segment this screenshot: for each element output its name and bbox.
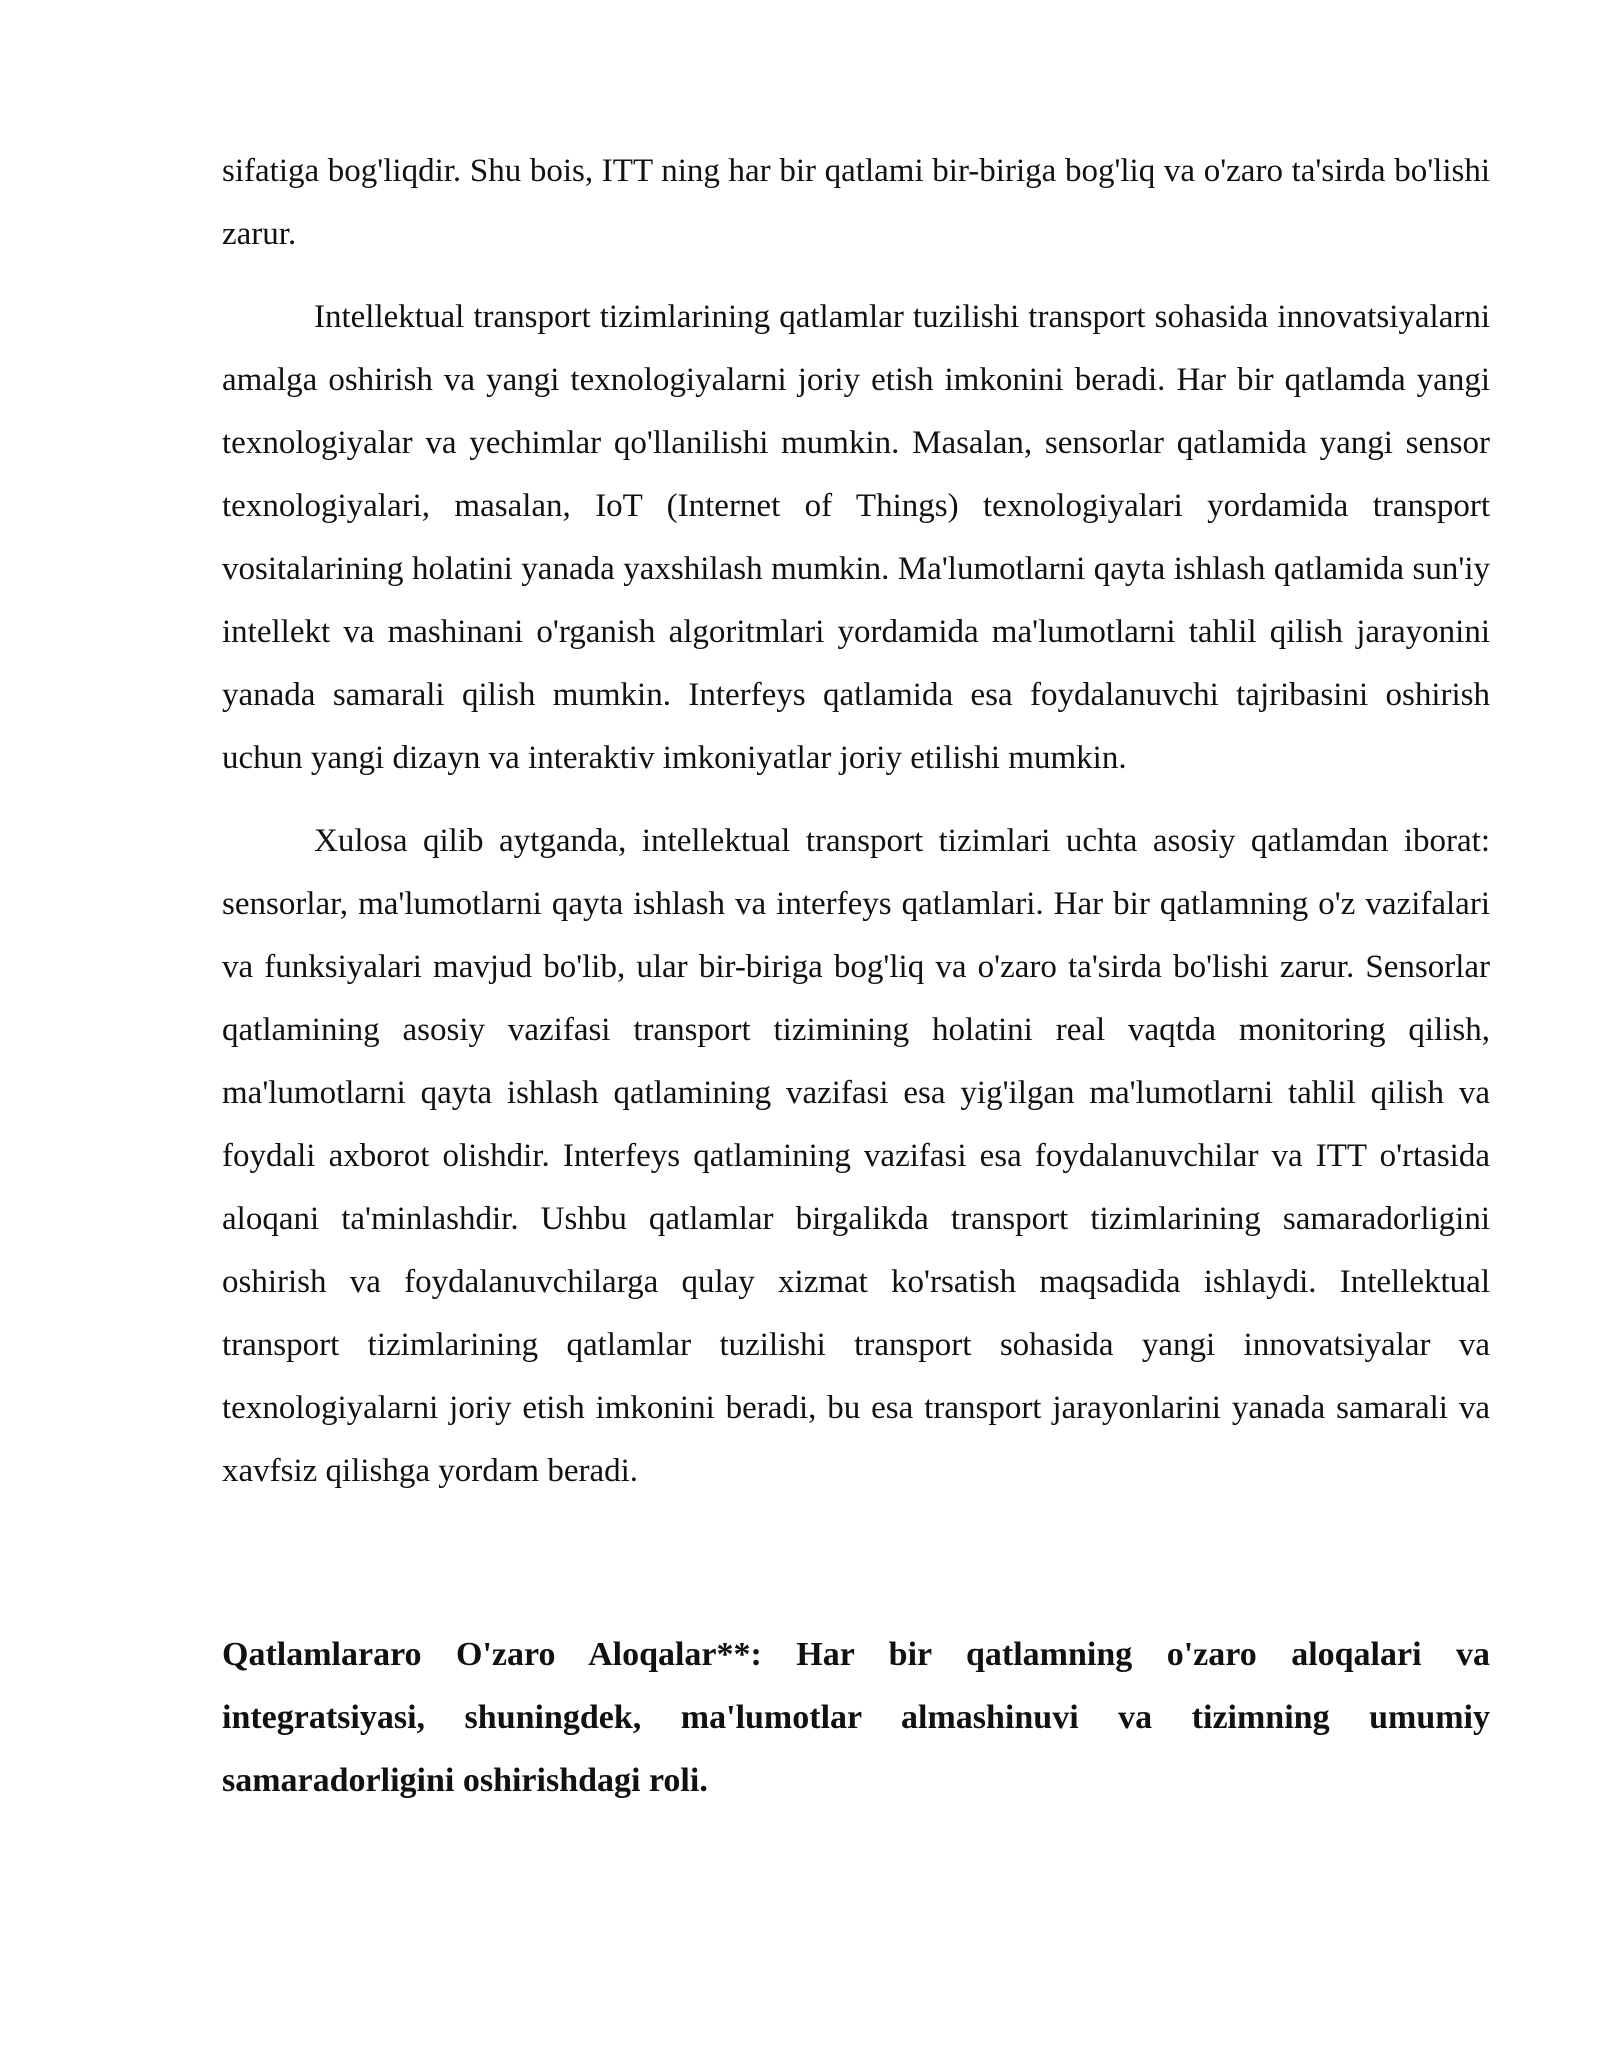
section-heading: Qatlamlararo O'zaro Aloqalar**: Har bir qatlamning o'zaro aloqalari va integratsiyasi, shuningdek, ma'lumotlar almashinuvi va tizimning umumiy samaradorligini oshirishdagi roli. (222, 1636, 1490, 1799)
document-page (222, 140, 1490, 1846)
paragraph-continuation: sifatiga bog'liqdir. Shu bois, ITT ning har bir qatlami bir-biriga bog'liq va o'zaro ta'sirda bo'lishi zarur. (222, 153, 1490, 252)
paragraph-layers-innovation: Intellektual transport tizimlarining qatlamlar tuzilishi transport sohasida innovatsiyalarni amalga oshirish va yangi texnologiyalarni joriy etish imkonini beradi. Har bir qatlamda yangi texnologiyalar va yechimlar qo'llanilishi mumkin. Masalan, sensorlar qatlamida yangi sensor texnologiyalari, masalan, IoT (Internet of Things) texnologiyalari yordamida transport vositalarining holatini yanada yaxshilash mumkin. Ma'lumotlarni qayta ishlash qatlamida sun'iy intellekt va mashinani o'rganish algoritmlari yordamida ma'lumotlarni tahlil qilish jarayonini yanada samarali qilish mumkin. Interfeys qatlamida esa foydalanuvchi tajribasini oshirish uchun yangi dizayn va interaktiv imkoniyatlar joriy etilishi mumkin. (222, 299, 1490, 776)
paragraph-conclusion: Xulosa qilib aytganda, intellektual transport tizimlari uchta asosiy qatlamdan iborat: sensorlar, ma'lumotlarni qayta ishlash va interfeys qatlamlari. Har bir qatlamning o'z vazifalari va funksiyalari mavjud bo'lib, ular bir-biriga bog'liq va o'zaro ta'sirda bo'lishi zarur. Sensorlar qatlamining asosiy vazifasi transport tizimining holatini real vaqtda monitoring qilish, ma'lumotlarni qayta ishlash qatlamining vazifasi esa yig'ilgan ma'lumotlarni tahlil qilish va foydali axborot olishdir. Interfeys qatlamining vazifasi esa foydalanuvchilar va ITT o'rtasida aloqani ta'minlashdir. Ushbu qatlamlar birgalikda transport tizimlarining samaradorligini oshirish va foydalanuvchilarga qulay xizmat ko'rsatish maqsadida ishlaydi. Intellektual transport tizimlarining qatlamlar tuzilishi transport sohasida yangi innovatsiyalar va texnologiyalarni joriy etish imkonini beradi, bu esa transport jarayonlarini yanada samarali va xavfsiz qilishga yordam beradi. (222, 823, 1490, 1489)
